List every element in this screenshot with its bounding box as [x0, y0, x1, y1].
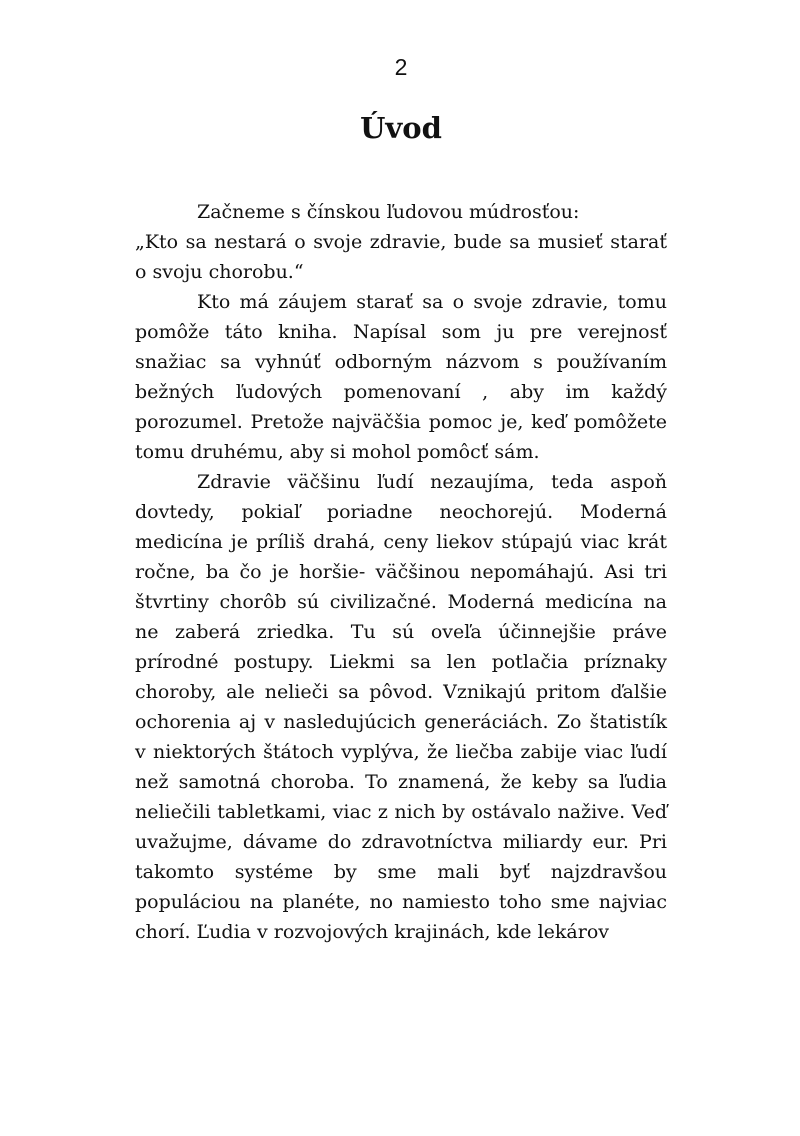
paragraph-quote: „Kto sa nestará o svoje zdravie, bude sa musieť starať o svoju chorobu.“	[135, 230, 667, 283]
paragraph-intro: Začneme s čínskou ľudovou múdrosťou:	[197, 200, 580, 223]
body-text	[135, 197, 667, 947]
paragraph-purpose: Kto má záujem starať sa o svoje zdravie, tomu pomôže táto kniha. Napísal som ju pre verejnosť snažiac sa vyhnúť odborným názvom s používaním bežných ľudových pomenovaní , aby im každý porozumel. Pretože najväčšia pomoc je, keď pomôžete tomu druhému, aby si mohol pomôcť sám.	[135, 290, 667, 463]
paragraph-health: Zdravie väčšinu ľudí nezaujíma, teda aspoň dovtedy, pokiaľ poriadne neochorejú. Moderná medicína je príliš drahá, ceny liekov stúpajú viac krát ročne, ba čo je horšie- väčšinou nepomáhajú. Asi tri štvrtiny chorôb sú civilizačné. Moderná medicína na ne zaberá zriedka. Tu sú oveľa účinnejšie práve prírodné postupy. Liekmi sa len potlačia príznaky choroby, ale nelieči sa pôvod. Vznikajú pritom ďalšie ochorenia aj v nasledujúcich generáciách. Zo štatistík v niektorých štátoch vyplýva, že liečba zabije viac ľudí než samotná choroba. To znamená, že keby sa ľudia neliečili tabletkami, viac z nich by ostávalo nažive. Veď uvažujme, dávame do zdravotníctva miliardy eur. Pri takomto systéme by sme mali byť najzdravšou populáciou na planéte, no namiesto toho sme najviac chorí. Ľudia v rozvojových krajinách, kde lekárov	[135, 470, 667, 943]
chapter-title: Úvod	[360, 111, 442, 145]
page-number: 2	[394, 54, 408, 80]
